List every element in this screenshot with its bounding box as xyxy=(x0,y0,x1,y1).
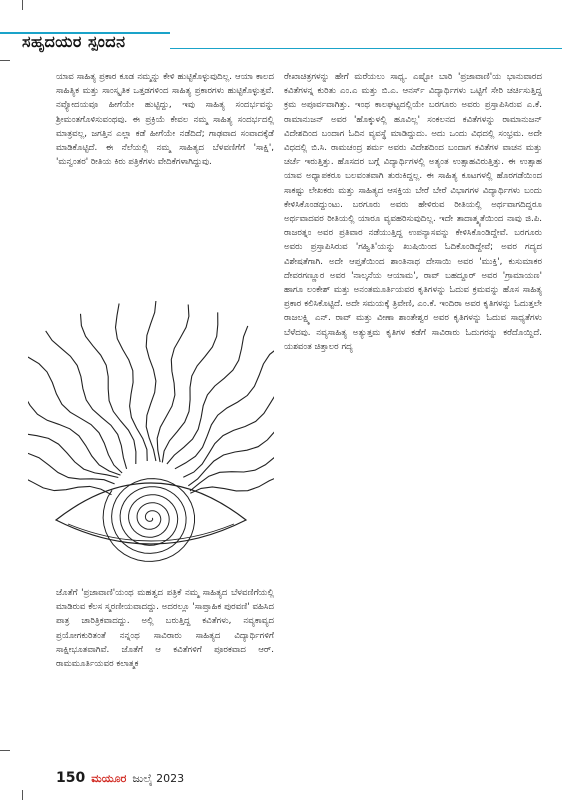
lash-line xyxy=(46,331,127,469)
paragraph: ಯಾವ ಸಾಹಿತ್ಯ ಪ್ರಕಾರ ಕೂಡ ನಮ್ಮನ್ನು ಕೇಳಿ ಹುಟ್ಟಿಕೊಳ್ಳುವುದಿಲ್ಲ. ಆಯಾ ಕಾಲದ ಸಾಹಿತ್ಯಿಕ ಮತ್ತು ಸಾಂಸ್ಕೃತಿಕ ಒತ್ತಡಗಳಿಂದ ಸಾಹಿತ್ಯ ಪ್ರಕಾರಗಳು ಹುಟ್ಟಿಕೊಳ್ಳುತ್ತವೆ. ನವ್ಯೋದಯವೂ ಹೀಗೆಯೇ ಹುಟ್ಟಿದ್ದು, ಇವು ಸಾಹಿತ್ಯ ಸಂದರ್ಭವನ್ನು ಶ್ರೀಮಂತಗೊಳಿಸುವಂಥವು. ಈ ಪ್ರಕ್ರಿಯೆ ಕೇವಲ ನಮ್ಮ ಸಾಹಿತ್ಯ ಸಂದರ್ಭದಲ್ಲಿ ಮಾತ್ರವಲ್ಲ, ಜಗತ್ತಿನ ಎಲ್ಲಾ ಕಡೆ ಹೀಗೆಯೇ ನಡೆದಿದೆ; ಗಾಢವಾದ ಸಂವಾದಕ್ಕೆಡೆ ಮಾಡಿಕೊಟ್ಟಿದೆ. ಈ ನೆಲೆಯಲ್ಲಿ ನಮ್ಮ ಸಾಹಿತ್ಯದ ಬೆಳವಣಿಗೆಗೆ 'ಸಾಕ್ಷಿ', 'ಮನ್ವಂತರ' ರೀತಿಯ ಕಿರು ಪತ್ರಿಕೆಗಳು ವೇದಿಕೆಗಳಾಗಿದ್ದುವು. xyxy=(56,72,274,168)
wavy-lashes xyxy=(28,301,274,495)
right-column xyxy=(284,70,542,354)
page-number: 150 xyxy=(56,770,86,786)
lash-line xyxy=(116,304,148,462)
paragraph: ಜೊತೆಗೆ 'ಪ್ರಜಾವಾಣಿ'ಯಂಥ ಮಹತ್ವದ ಪತ್ರಿಕೆ ನಮ್ಮ ಸಾಹಿತ್ಯದ ಬೆಳವಣಿಗೆಯಲ್ಲಿ ಮಾಡಿರುವ ಕೆಲಸ ಸ್ಮರಣೀಯವಾದದ್ದು. ಅದರಲ್ಲೂ 'ಸಾಪ್ತಾಹಿಕ ಪುರವಣಿ' ವಹಿಸಿದ ಪಾತ್ರ ಚಾರಿತ್ರಿಕವಾದದ್ದು. ಅಲ್ಲಿ ಬರುತ್ತಿದ್ದ ಕವಿತೆಗಳು, ನವ್ಯಕಾವ್ಯದ ಪ್ರಯೋಗಕುರಿತಂತೆ ನನ್ನಂಥ ಸಾವಿರಾರು ಸಾಹಿತ್ಯದ ವಿದ್ಯಾರ್ಥಿಗಳಿಗೆ ಸಾಕ್ಷೀಭೂತವಾಗಿವೆ. ಜೊತೆಗೆ ಆ ಕವಿತೆಗಳಿಗೆ ಪೂರಕವಾದ ಆರ್. ರಾಮಮೂರ್ತಿಯವರ ಕಲಾತ್ಮಕ xyxy=(56,588,274,670)
left-column-bottom xyxy=(56,586,274,671)
lash-line xyxy=(157,305,189,463)
lash-line xyxy=(167,326,248,464)
crop-mark xyxy=(0,750,10,751)
section-title: ಸಹೃದಯರ ಸ್ಪಂದನ xyxy=(22,32,126,51)
iris-spiral xyxy=(103,479,194,562)
crop-mark xyxy=(22,0,23,10)
eye-illustration xyxy=(28,296,274,582)
lash-line xyxy=(81,314,136,464)
lash-line xyxy=(162,312,218,462)
crop-mark xyxy=(22,790,23,800)
eye-outline xyxy=(56,483,246,544)
lash-line xyxy=(146,301,156,461)
issue-date: ಜುಲೈ 2023 xyxy=(132,772,185,785)
header-rule xyxy=(170,48,562,49)
spiral-path xyxy=(103,479,194,562)
paragraph: ರೇಖಾಚಿತ್ರಗಳನ್ನು ಹೇಗೆ ಮರೆಯಲು ಸಾಧ್ಯ. ಎಷ್ಟೋ ಬಾರಿ 'ಪ್ರಜಾವಾಣಿ'ಯ ಭಾನುವಾರದ ಕವಿತೆಗಳನ್ನ ಕುರಿತು ಎಂ.ಎ ಮತ್ತು ಬಿ.ಎ. ಆನರ್ಸ್ ವಿದ್ಯಾರ್ಥಿಗಳು ಒಟ್ಟಿಗೆ ಸೇರಿ ಚರ್ಚಿಸುತ್ತಿದ್ದ ಕ್ರಮ ಅಪೂರ್ವವಾಗಿತ್ತು. ಇಂಥ ಕಾಲಘಟ್ಟದಲ್ಲಿಯೇ ಬರಗೂರು ಅವರು ಪ್ರಸ್ತಾಪಿಸಿರುವ ಎ.ಕೆ. ರಾಮಾನುಜನ್ ಅವರ 'ಹೊಕ್ಕುಳಲ್ಲಿ ಹೂವಿಲ್ಲ' ಸಂಕಲನದ ಕವಿತೆಗಳನ್ನು ರಾಮಾನುಜನ್ ವಿದೇಶದಿಂದ ಬಂದಾಗ ಓದಿನ ವ್ಯವಸ್ಥೆ ಮಾಡಿದ್ದುದು. ಅದು ಒಂದು ವಿಧದಲ್ಲಿ ಸಂಭ್ರಮ. ಅದೇ ವಿಧದಲ್ಲಿ ಬಿ.ಸಿ. ರಾಮಚಂದ್ರ ಶರ್ಮ ಅವರು ವಿದೇಶದಿಂದ ಬಂದಾಗ ಕವಿತೆಗಳ ವಾಚನ ಮತ್ತು ಚರ್ಚೆ ಇರುತ್ತಿತ್ತು. ಹೊಸದರ ಬಗ್ಗೆ ವಿದ್ಯಾರ್ಥಿಗಳಲ್ಲಿ ಅತ್ಯಂತ ಉತ್ಸಾಹವಿರುತ್ತಿತ್ತು. ಈ ಉತ್ಸಾಹ ಯಾವ ಅಧ್ಯಾಪಕರೂ ಬಲವಂತವಾಗಿ ತುರುಕಿದ್ದಲ್ಲ. ಈ ಸಾಹಿತ್ಯ ಕೂಟಗಳಲ್ಲಿ ಹೊರಗಡೆಯಿಂದ ಸಾಕಷ್ಟು ಲೇಖಕರು ಮತ್ತು ಸಾಹಿತ್ಯದ ಆಸಕ್ತಿಯ ಬೇರೆ ಬೇರೆ ವಿಭಾಗಗಳ ವಿದ್ಯಾರ್ಥಿಗಳು ಬಂದು ಕೇಳಿಸಿಕೊಂಡದ್ದುಂಟು. ಬರಗೂರು ಅವರು ಹೇಳಿರುವ ರೀತಿಯಲ್ಲಿ ಅರ್ಥವಾಗದಿದ್ದರೂ ಅರ್ಥವಾದವರ ರೀತಿಯಲ್ಲಿ ಯಾರೂ ವ್ಯವಹರಿಸುವುದಿಲ್ಲ. ಇದೇ ತಾದಾತ್ಮ್ಯತೆಯಿಂದ ನಾವು ಜಿ.ಪಿ. ರಾಜರತ್ನಂ ಅವರ ಪ್ರತಿವಾರ ನಡೆಯುತ್ತಿದ್ದ ಉಪನ್ಯಾಸವನ್ನು ಕೇಳಿಸಿಕೊಂಡಿದ್ದೇವೆ. ಬರಗೂರು ಅವರು ಪ್ರಸ್ತಾಪಿಸಿರುವ 'ಗಹ್ವಿತಿ'ಯನ್ನು ಖುಷಿಯಿಂದ ಓದಿಕೊಂಡಿದ್ದೇವೆ; ಅವರ ಗದ್ಯದ ವಿಶೇಷತೆಗಾಗಿ. ಅದೇ ಆಪ್ತತೆಯಿಂದ ಶಾಂತಿನಾಥ ದೇಸಾಯಿ ಅವರ 'ಮುಕ್ತಿ', ಕುಸುಮಾಕರ ದೇವರಗಣ್ಣೂರ ಅವರ 'ನಾಲ್ಕನೆಯ ಆಯಾಮ', ರಾವ್ ಬಹದ್ದೂರ್ ಅವರ 'ಗ್ರಾಮಾಯಣ' ಹಾಗೂ ಲಂಕೇಶ್ ಮತ್ತು ಅನಂತಮೂರ್ತಿಯವರ ಕೃತಿಗಳನ್ನು ಓದುವ ಕ್ರಮವನ್ನು ಹೊಸ ಸಾಹಿತ್ಯ ಪ್ರಕಾರ ಕಲಿಸಿಕೊಟ್ಟಿದೆ. ಅದೇ ಸಮಯಕ್ಕೆ ತ್ರಿವೇಣಿ, ಎಂ.ಕೆ. ಇಂದಿರಾ ಅವರ ಕೃತಿಗಳನ್ನು ಓದುತ್ತಲೇ ರಾಜಲಕ್ಷ್ಮಿ ಎನ್. ರಾವ್ ಮತ್ತು ವೀಣಾ ಶಾಂತೇಶ್ವರ ಅವರ ಕೃತಿಗಳನ್ನು ಓದುವ ಸಾಧ್ಯತೆಗಳು ಬೆಳೆದವು. ನವ್ಯಸಾಹಿತ್ಯ ಅತ್ಯುತ್ತಮ ಕೃತಿಗಳ ಕಡೆಗೆ ಸಾವಿರಾರು ಓದುಗರನ್ನು ಕರೆದೊಯ್ದಿದೆ. ಯಶವಂತ ಚಿತ್ತಾಲರ ಗದ್ಯ xyxy=(284,72,542,352)
page-footer xyxy=(56,770,184,786)
lash-line xyxy=(28,351,122,473)
left-column-top xyxy=(56,70,274,169)
lash-line xyxy=(28,399,118,477)
magazine-logo: ಮಯೂರ xyxy=(91,772,127,785)
lash-line xyxy=(183,376,274,478)
crop-mark xyxy=(0,60,10,61)
